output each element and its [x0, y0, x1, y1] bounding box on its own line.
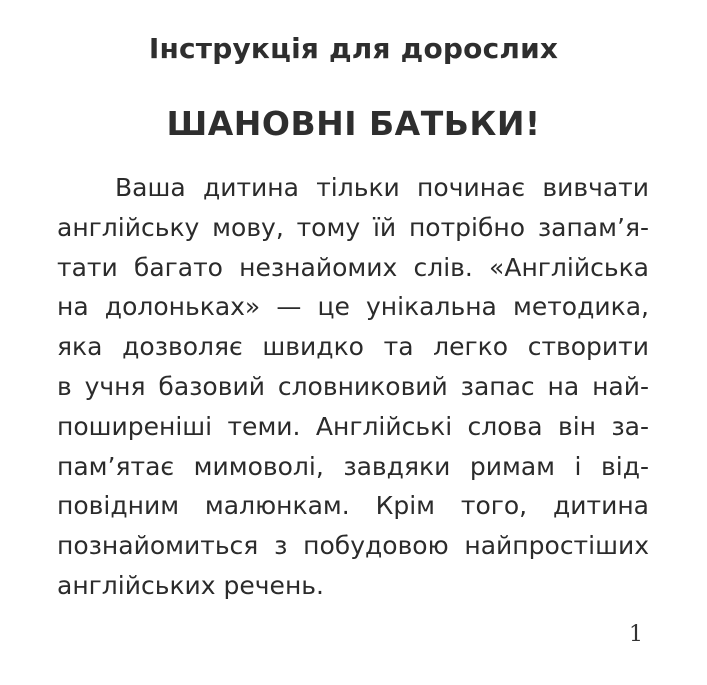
page-subtitle: Інструкція для дорослих: [148, 32, 559, 65]
paragraph-line: в учня базовий словниковий запас на най-: [57, 371, 649, 401]
paragraph-line: пам’ятає мимоволі, завдяки римам і від-: [57, 451, 649, 481]
paragraph-line: яка дозволяє швидко та легко створити: [57, 332, 649, 362]
page-title: ШАНОВНІ БАТЬКИ!: [166, 104, 541, 143]
paragraph-line: Ваша дитина тільки починає вивчати: [115, 173, 649, 202]
paragraph-line: тати багато незнайомих слів. «Англійська: [57, 252, 649, 282]
page-number: 1: [629, 622, 643, 647]
paragraph-line: на долоньках» — це унікальна методика,: [57, 292, 649, 322]
paragraph-line: познайомиться з побудовою найпростіших: [57, 531, 649, 561]
body-paragraph: [57, 168, 649, 606]
paragraph-line: англійських речень.: [57, 570, 324, 600]
paragraph-line: поширеніші теми. Англійські слова він за-: [57, 411, 649, 441]
paragraph-line: англійську мову, тому їй потрібно запам’я-: [57, 212, 649, 242]
paragraph-line: повідним малюнкам. Крім того, дитина: [57, 491, 649, 521]
